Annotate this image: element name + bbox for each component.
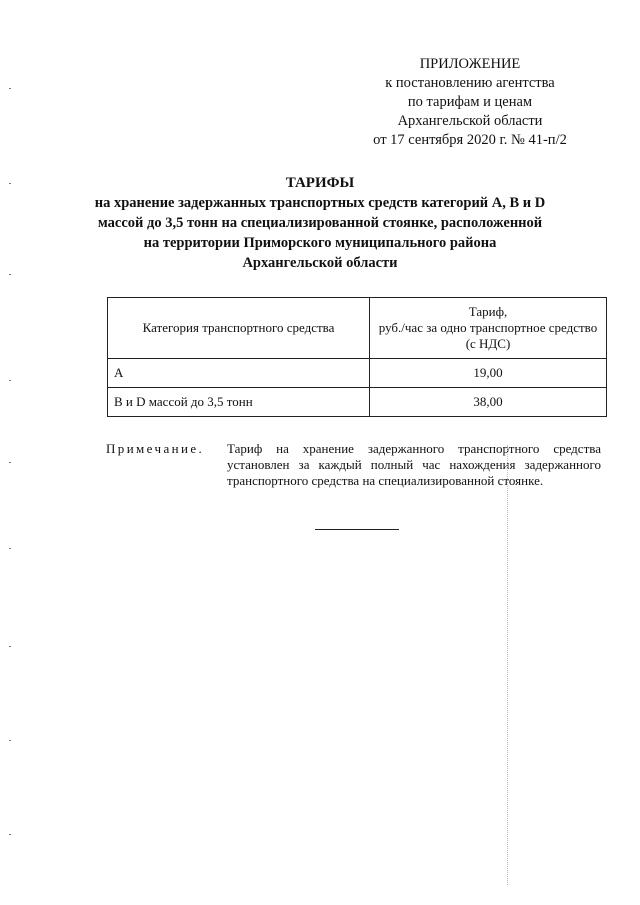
tariff-cell: 19,00 — [370, 359, 607, 388]
appendix-line: Архангельской области — [397, 113, 543, 129]
scan-mark — [9, 183, 11, 184]
scan-mark — [9, 88, 11, 89]
note-text: Тариф на хранение задержанного транспортного средства установлен за каждый полный час нахождения задержанного транспортного средства на специализированной стоянке. — [227, 441, 601, 488]
closing-rule — [315, 529, 399, 530]
scan-mark — [9, 646, 11, 647]
title-line: на хранение задержанных транспортных средств категорий А, В и D — [94, 195, 546, 211]
title-line: массой до 3,5 тонн на специализированной стоянке, расположенной — [97, 215, 543, 231]
appendix-date-number: от 17 сентября 2020 г. № 41-п/2 — [373, 132, 567, 148]
scan-mark — [9, 274, 11, 275]
tariff-table — [107, 297, 607, 417]
document-title — [0, 173, 640, 273]
category-cell: А — [108, 359, 370, 388]
title-line: Архангельской области — [242, 255, 398, 271]
title-line: на территории Приморского муниципального района — [143, 235, 497, 251]
appendix-block — [300, 55, 640, 150]
appendix-line: к постановлению агентства — [385, 75, 555, 91]
scan-mark — [9, 380, 11, 381]
table-header-row — [108, 298, 607, 359]
scan-artifact-line — [507, 445, 508, 885]
scan-mark — [9, 548, 11, 549]
tariff-cell: 38,00 — [370, 388, 607, 417]
tariff-header-line: (с НДС) — [465, 336, 511, 351]
scan-mark — [9, 834, 11, 835]
scan-mark — [9, 462, 11, 463]
table-row — [108, 359, 607, 388]
appendix-heading: ПРИЛОЖЕНИЕ — [419, 56, 521, 72]
tariff-header-line: Тариф, — [468, 304, 508, 319]
category-cell: В и D массой до 3,5 тонн — [108, 388, 370, 417]
title-heading: ТАРИФЫ — [285, 175, 355, 191]
appendix-line: по тарифам и ценам — [407, 94, 533, 110]
scan-mark — [9, 740, 11, 741]
note-label: Примечание. — [106, 441, 205, 456]
column-header-tariff — [370, 298, 607, 359]
tariff-header-line: руб./час за одно транспортное средство — [378, 320, 598, 335]
column-header-category: Категория транспортного средства — [108, 298, 370, 359]
table-row — [108, 388, 607, 417]
